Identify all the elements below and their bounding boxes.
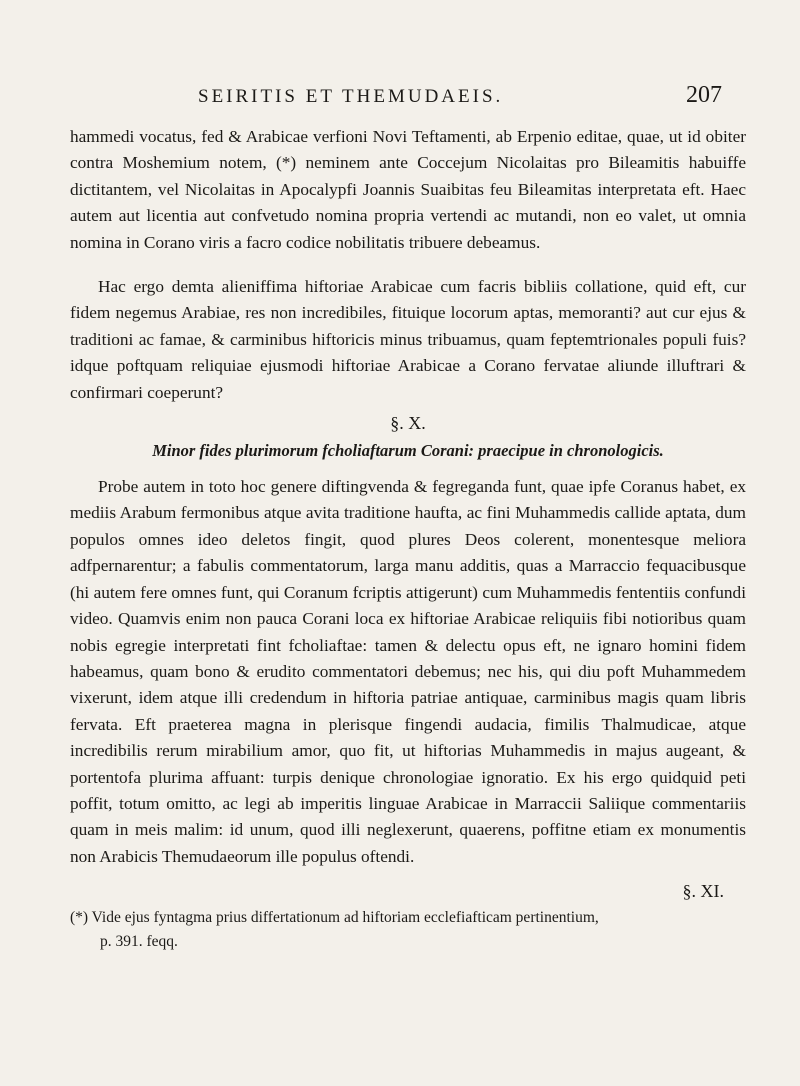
running-head	[0, 80, 800, 114]
footnote-line-1: (*) Vide ejus fyntagma prius differtationum ad hiftoriam ecclefiafticam pertinentium,	[70, 909, 599, 927]
running-title: SEIRITIS ET THEMUDAEIS.	[198, 86, 504, 107]
paragraph-probe-autem: Probe autem in toto hoc genere diftingvenda & fegreganda funt, quae ipfe Coranus habet, ex mediis Arabum fermonibus atque avita traditione haufta, ac fini Muhammedis callide aptata, dum populos omnes ideo deletos fingit, quod plures Deos colerent, monentesque meliora adfpernarentur; a fabulis commentatorum, larga manu additis, quas a Marraccio fequacibusque (hi autem fere omnes funt, qui Coranum fcriptis attigerunt) cum Muhammedis fententiis confundi video. Quamvis enim non pauca Corani loca ex hiftoriae Arabicae reliquiis fibi notioribus quam nobis egregie interpretati fint fcholiaftae: tamen & delectu opus eft, ne ignaro homini fidem habeamus, quam bono & erudito commentatori debemus; nec his, qui diu poft Muhammedem vixerunt, idem atque illi credendum in hiftoria patriae antiquae, carminibus magis quam libris fervata. Eft praeterea magna in plerisque fingendi audacia, fimilis Thalmudicae, atque incredibilis rerum mirabilium amor, quo fit, ut hiftorias Muhammedis in majus augeant, & portentofa plurima affuant: turpis denique chronologiae ignoratio. Ex his ergo quidquid peti poffit, totum omitto, ac legi ab imperitis linguae Arabicae in Marraccii Saliique commentariis quam in meis malim: id unum, quod illi neglexerunt, quaerens, poffitne etiam ex monumentis non Arabicis Themudaeorum ille populus oftendi.	[70, 477, 746, 866]
page-number: 207	[686, 82, 722, 108]
section-heading-xi: §. XI.	[682, 881, 724, 902]
paragraph-continuation: hammedi vocatus, fed & Arabicae verfioni Novi Teftamenti, ab Erpenio editae, quae, ut id obiter contra Moshemium notem, (*) neminem ante Coccejum Nicolaitas pro Bileamitis habuiffe dictitantem, vel Nicolaitas in Apocalypfi Joannis Suaibitas feu Bileamitas interpretata eft. Haec autem aut licentia aut confvetudo nomina propria vertendi ac mutandi, non eo valet, ut omnia nomina in Corano viris a facro codice nobilitatis tribuere debeamus.	[70, 127, 746, 252]
footnote	[70, 906, 746, 954]
body-text	[70, 124, 746, 954]
paragraph-hac-ergo: Hac ergo demta alieniffima hiftoriae Arabicae cum facris bibliis collatione, quid eft, cur fidem negemus Arabiae, res non incredibiles, fituique locorum aptas, memoranti? aut cur ejus & traditioni ac famae, & carminibus hiftoricis minus tribuamus, quam feptemtrionales populi fuis? idque poftquam reliquiae ejusmodi hiftoriae Arabicae a Corano fervatae aliunde illuftrari & confirmari coeperunt?	[70, 277, 746, 402]
section-heading-x: §. X.	[390, 413, 426, 434]
section-caption: Minor fides plurimorum fcholiaftarum Corani: praecipue in chronologicis.	[152, 441, 664, 461]
footnote-line-2: p. 391. feqq.	[100, 933, 178, 951]
